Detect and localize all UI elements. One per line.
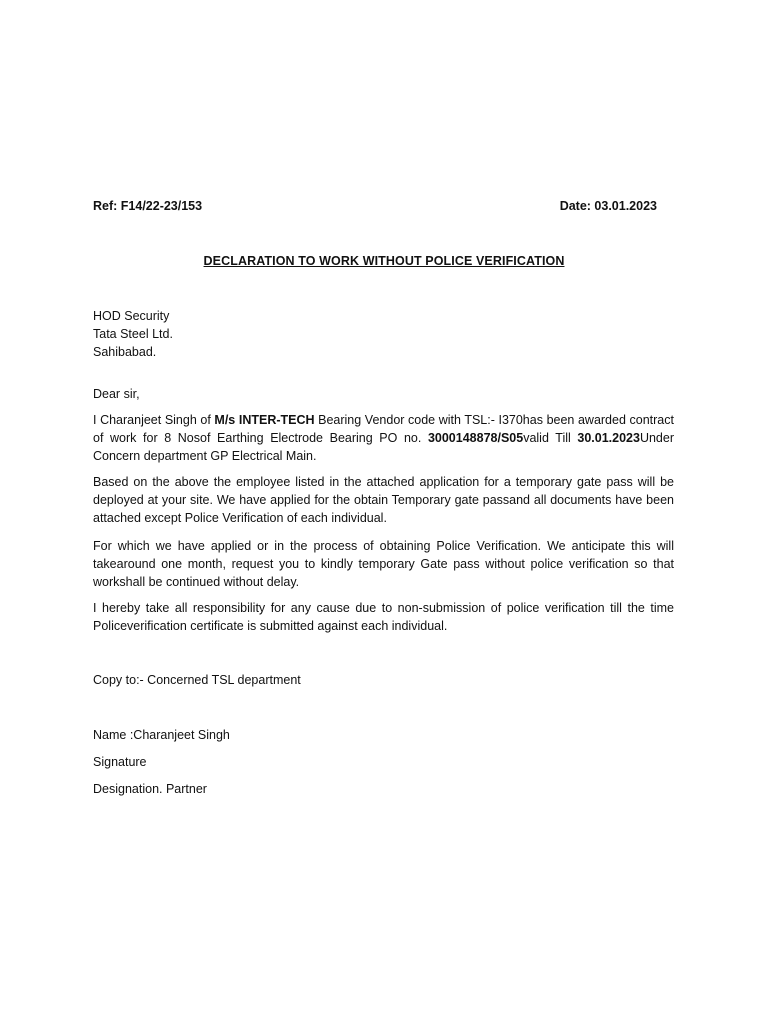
header-row (93, 197, 674, 215)
address-line: Sahibabad. (93, 345, 157, 359)
signatory-name: Name :Charanjeet Singh (93, 728, 230, 742)
salutation: Dear sir, (93, 387, 140, 401)
po-number: 3000148878/S05 (427, 431, 524, 445)
reference-number: Ref: F14/22-23/153 (93, 199, 203, 213)
para1-text: Under Concern department GP Electrical Main. (93, 431, 674, 463)
para1-text: valid Till (523, 431, 578, 445)
paragraph-responsibility: I hereby take all responsibility for any cause due to non-submission of police verification till the time Policeverification certificate is submitted against each individual. (93, 601, 674, 633)
paragraph-police-verification: For which we have applied or in the process of obtaining Police Verification. We anticipate this will takearound one month, request you to kindly temporary Gate pass without police verification so that workshall be continued without delay. (93, 539, 674, 589)
paragraph-gate-pass: Based on the above the employee listed in the attached application for a temporary gate pass will be deployed at your site. We have applied for the obtain Temporary gate passand all documents have been attached except Police Verification of each individual. (93, 475, 674, 525)
address-line: HOD Security (93, 309, 170, 323)
signature-label: Signature (93, 755, 147, 769)
copy-to: Copy to:- Concerned TSL department (93, 673, 301, 687)
recipient-address (93, 307, 173, 361)
para1-text: Bearing Vendor code with TSL:- I370has been awarded contract of work for 8 Nosof Earthing Electrode Bearing PO no. (93, 413, 674, 445)
letter-date: Date: 03.01.2023 (559, 199, 657, 213)
address-line: Tata Steel Ltd. (93, 327, 173, 341)
paragraph-contract (93, 411, 674, 465)
valid-till-date: 30.01.2023 (577, 431, 640, 445)
document-title: DECLARATION TO WORK WITHOUT POLICE VERIFICATION (203, 254, 565, 268)
company-name: M/s INTER-TECH (214, 413, 315, 427)
designation: Designation. Partner (93, 782, 207, 796)
para1-text: I Charanjeet Singh of (93, 413, 215, 427)
